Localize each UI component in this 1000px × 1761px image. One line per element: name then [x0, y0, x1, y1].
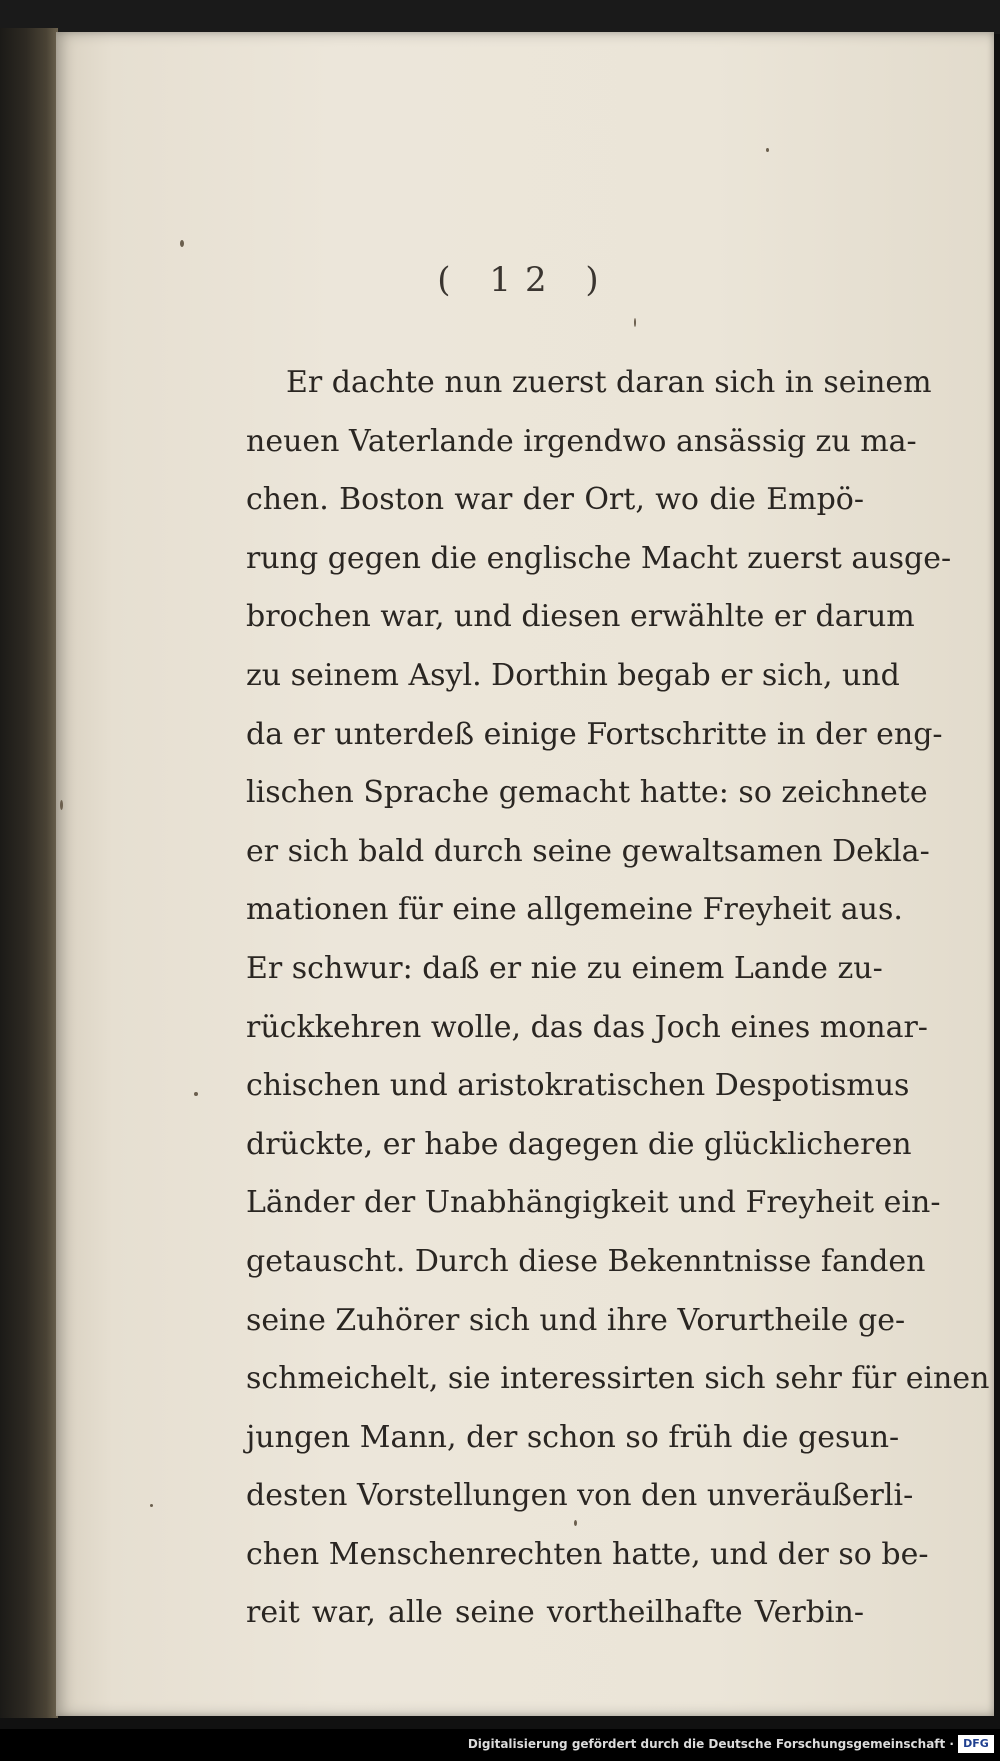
text-line: drückte, er habe dagegen die glücklicheren [246, 1126, 912, 1162]
text-line: zu seinem Asyl. Dorthin begab er sich, und [246, 657, 900, 693]
text-line: brochen war, und diesen erwählte er darum [246, 599, 915, 635]
paper-speck [574, 1520, 577, 1526]
text-line: Er schwur: daß er nie zu einem Lande zu- [246, 950, 883, 986]
paper-speck [180, 240, 184, 247]
page-text [246, 354, 990, 1643]
book-spine-edge [0, 28, 58, 1718]
text-line: lischen Sprache gemacht hatte: so zeichnete [246, 775, 928, 811]
book-page [56, 32, 994, 1716]
paper-speck [194, 1092, 198, 1096]
text-line: chen. Boston war der Ort, wo die Empö- [246, 482, 864, 518]
text-line: reit war, alle seine vortheilhafte Verbin- [246, 1595, 864, 1631]
text-line: chen Menschenrechten hatte, und der so be- [246, 1536, 929, 1572]
text-line: neuen Vaterlande irgendwo ansässig zu ma- [246, 423, 917, 459]
text-line: Länder der Unabhängigkeit und Freyheit ein- [246, 1185, 941, 1221]
dfg-logo: DFG [958, 1735, 994, 1753]
text-line: rückkehren wolle, das das Joch eines monar- [246, 1009, 928, 1045]
footer-credit: Digitalisierung gefördert durch die Deutsche Forschungsgemeinschaft · [467, 1737, 954, 1751]
text-line: seine Zuhörer sich und ihre Vorurtheile ge- [246, 1302, 906, 1338]
text-line: jungen Mann, der schon so früh die gesun- [246, 1419, 900, 1455]
scan-top-border [0, 0, 1000, 34]
text-line: rung gegen die englische Macht zuerst ausge- [246, 540, 952, 576]
text-line: desten Vorstellungen von den unveräußerli- [246, 1478, 914, 1514]
paper-speck [634, 318, 636, 327]
footer-bar [0, 1729, 1000, 1761]
text-line: mationen für eine allgemeine Freyheit aus. [246, 892, 903, 928]
text-line: Er dachte nun zuerst daran sich in seinem [286, 365, 932, 400]
paper-speck [766, 148, 769, 152]
text-line: chischen und aristokratischen Despotismus [246, 1068, 910, 1104]
text-line: schmeichelt, sie interessirten sich sehr für einen [246, 1361, 990, 1397]
text-line: getauscht. Durch diese Bekenntnisse fanden [246, 1243, 926, 1279]
text-line: er sich bald durch seine gewaltsamen Dekla- [246, 833, 930, 869]
paper-speck [60, 800, 63, 810]
paper-speck [150, 1504, 153, 1507]
text-line: da er unterdeß einige Fortschritte in der eng- [246, 716, 943, 752]
page-number: ( 12 ) [437, 260, 613, 300]
